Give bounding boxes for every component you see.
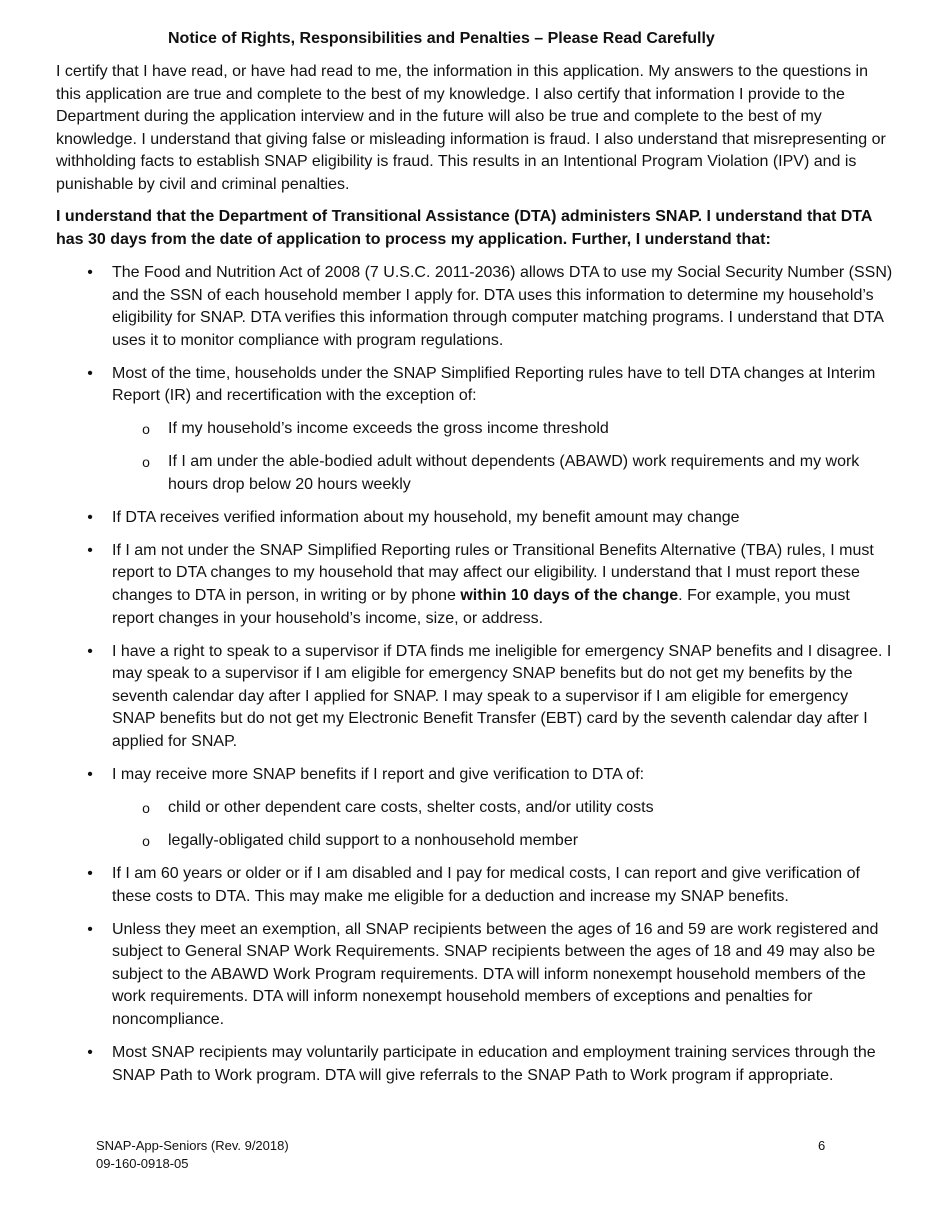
certification-paragraph: I certify that I have read, or have had read to me, the information in this application. My answers to the questions in this application are true and complete to the best of my knowledge. I also certify that information I provide to the Department during the application interview and in the future will also be true and complete to the best of my knowledge. I understand that giving false or misleading information is fraud. I also understand that misrepresenting or withholding facts to establish SNAP eligibility is fraud. This results in an Intentional Program Violation (IPV) and is punishable by civil and criminal penalties. [56, 63, 886, 193]
list-item-text: If DTA receives verified information about my household, my benefit amount may change [112, 508, 740, 526]
list-item [56, 540, 894, 630]
deadline-emphasis: within 10 days of the change [460, 587, 679, 605]
list-item-text: I have a right to speak to a supervisor if DTA finds me ineligible for emergency SNAP benefits and I disagree. I may speak to a supervisor if I am eligible for emergency SNAP benefits but do not get my benefits by the seventh calendar day after I applied for SNAP. I may speak to a supervisor if I am eligible for emergency SNAP benefits but do not get my Electronic Benefit Transfer (EBT) card by the seventh calendar day after I applied for SNAP. [112, 642, 892, 751]
sub-list-item [112, 830, 894, 853]
sub-list-item [112, 451, 894, 496]
footer-form-number: 09-160-0918-05 [96, 1156, 189, 1171]
list-item-text: Most SNAP recipients may voluntarily participate in education and employment training services through the SNAP Path to Work program. DTA will give referrals to the SNAP Path to Work program if appropriate. [112, 1043, 876, 1084]
list-item [56, 919, 894, 1032]
list-item [56, 764, 894, 853]
list-item-text: If I am 60 years or older or if I am disabled and I pay for medical costs, I can report and give verification of these costs to DTA. This may make me eligible for a deduction and increase my SNAP benefits. [112, 864, 860, 905]
list-item [56, 507, 894, 530]
circle-bullet-icon: o [142, 454, 150, 471]
bullet-icon: • [87, 766, 93, 784]
list-item-text-end: . For example, you must report changes in your household’s income, size, or address. [112, 587, 850, 627]
bullet-icon: • [87, 1043, 93, 1061]
sub-list [112, 797, 894, 853]
list-item-text-start: If I am not under the SNAP Simplified Reporting rules or Transitional Benefits Alternative (TBA) rules, I must report to DTA changes to my household that may affect our eligibility. I understand that I must report these changes to DTA in person, in writing or by phone [112, 541, 874, 605]
dta-statement-paragraph: I understand that the Department of Transitional Assistance (DTA) administers SNAP. I understand that DTA has 30 days from the date of application to process my application. Further, I understand that: [56, 208, 872, 248]
bullet-icon: • [87, 508, 93, 526]
list-item [56, 641, 894, 754]
sub-list-item-text: legally-obligated child support to a nonhousehold member [168, 831, 579, 849]
list-item [56, 1042, 894, 1087]
list-item-text: Unless they meet an exemption, all SNAP recipients between the ages of 16 and 59 are work registered and subject to General SNAP Work Requirements. SNAP recipients between the ages of 18 and 49 may also be subject to the ABAWD Work Program requirements. DTA will inform nonexempt household members of the work requirements. DTA will inform nonexempt household members of exceptions and penalties for noncompliance. [112, 920, 879, 1028]
page-title: Notice of Rights, Responsibilities and Penalties – Please Read Carefully [168, 30, 715, 47]
bullet-icon: • [87, 920, 93, 938]
rights-list [56, 262, 894, 1097]
bullet-icon: • [87, 864, 93, 882]
footer-form-name: SNAP-App-Seniors (Rev. 9/2018) [96, 1138, 289, 1153]
bullet-icon: • [87, 364, 93, 382]
list-item-text [112, 542, 874, 627]
bullet-icon: • [87, 541, 93, 559]
sub-list-item [112, 797, 894, 820]
list-item [56, 363, 894, 497]
sub-list-item [112, 418, 894, 441]
sub-list-item-text: child or other dependent care costs, shelter costs, and/or utility costs [168, 799, 654, 816]
circle-bullet-icon: o [142, 832, 150, 849]
bullet-icon: • [87, 642, 93, 660]
circle-bullet-icon: o [142, 800, 150, 816]
list-item-text: Most of the time, households under the SNAP Simplified Reporting rules have to tell DTA changes at Interim Report (IR) and recertification with the exception of: [112, 364, 876, 405]
page-number: 6 [818, 1138, 826, 1153]
sub-list-item-text: If my household’s income exceeds the gross income threshold [168, 420, 609, 438]
sub-list-item-text: If I am under the able-bodied adult without dependents (ABAWD) work requirements and my work hours drop below 20 hours weekly [168, 453, 860, 493]
bullet-icon: • [87, 264, 93, 281]
sub-list [112, 418, 894, 496]
circle-bullet-icon: o [142, 421, 150, 438]
list-item-text: The Food and Nutrition Act of 2008 (7 U.S.C. 2011-2036) allows DTA to use my Social Security Number (SSN) and the SSN of each household member I apply for. DTA uses this information to determine my household’s eligibility for SNAP. DTA verifies this information through computer matching programs. I understand that DTA uses it to monitor compliance with program regulations. [112, 264, 893, 349]
list-item [56, 262, 894, 352]
footer-form-info [96, 1137, 289, 1173]
list-item-text: I may receive more SNAP benefits if I report and give verification to DTA of: [112, 766, 645, 784]
list-item [56, 863, 894, 908]
